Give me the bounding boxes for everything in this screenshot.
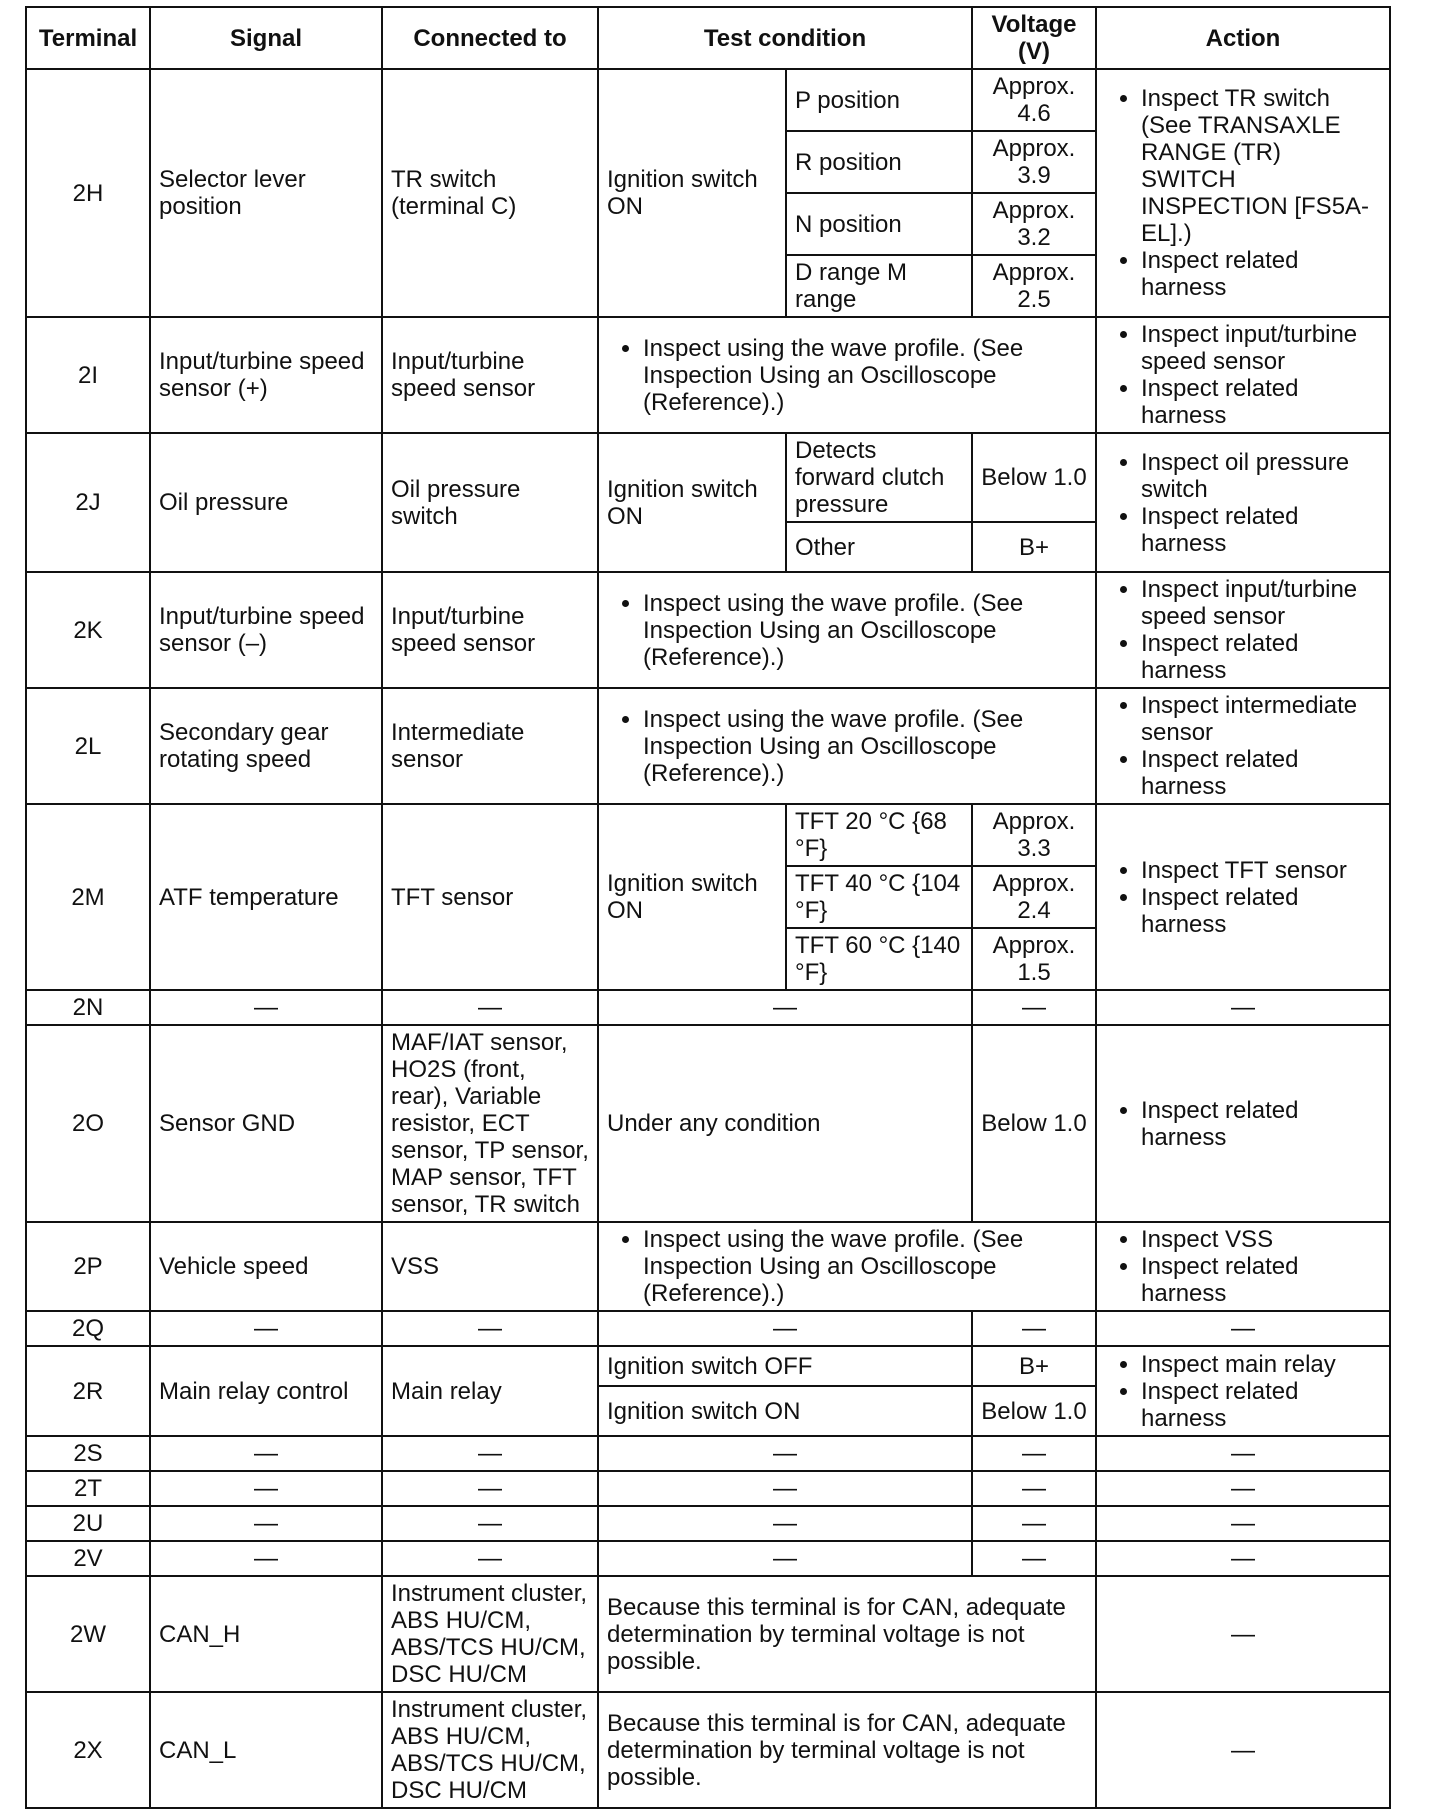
condition-item: • Inspect using the wave profile. (See Inspection Using an Oscilloscope (Reference).) <box>643 590 1087 671</box>
table-row <box>26 1222 1390 1311</box>
terminal-cell: 2N <box>26 990 150 1025</box>
signal-cell: Input/turbine speed sensor (+) <box>150 317 382 433</box>
dash-cell: — <box>598 1471 972 1506</box>
dash-cell: — <box>382 1311 598 1346</box>
connected-cell: Instrument cluster, ABS HU/CM, ABS/TCS HU/CM, DSC HU/CM <box>382 1576 598 1692</box>
dash-cell: — <box>598 1541 972 1576</box>
dash-cell: — <box>150 1541 382 1576</box>
voltage-cell: Below 1.0 <box>972 433 1096 522</box>
signal-cell: Oil pressure <box>150 433 382 572</box>
dash-cell: — <box>150 990 382 1025</box>
table-row <box>26 1311 1390 1346</box>
table-row <box>26 433 1390 522</box>
connected-cell: Instrument cluster, ABS HU/CM, ABS/TCS HU/CM, DSC HU/CM <box>382 1692 598 1808</box>
voltage-cell: B+ <box>972 522 1096 572</box>
terminal-cell: 2U <box>26 1506 150 1541</box>
terminal-cell: 2P <box>26 1222 150 1311</box>
table-row <box>26 1436 1390 1471</box>
terminal-cell: 2J <box>26 433 150 572</box>
voltage-cell: Approx. 1.5 <box>972 928 1096 990</box>
signal-cell: CAN_H <box>150 1576 382 1692</box>
header-signal: Signal <box>150 7 382 69</box>
dash-cell: — <box>1096 1436 1390 1471</box>
dash-cell: — <box>382 1436 598 1471</box>
dash-cell: — <box>598 1311 972 1346</box>
action-item: • Inspect related harness <box>1141 247 1381 301</box>
condition-cell: Because this terminal is for CAN, adequate determination by terminal voltage is not possible. <box>598 1692 1096 1808</box>
action-item: • Inspect oil pressure switch <box>1141 449 1381 503</box>
action-cell <box>1096 1346 1390 1436</box>
dash-cell: — <box>382 1471 598 1506</box>
condition-item: • Inspect using the wave profile. (See Inspection Using an Oscilloscope (Reference).) <box>643 706 1087 787</box>
action-cell <box>1096 1025 1390 1222</box>
dash-cell: — <box>150 1436 382 1471</box>
table-row <box>26 688 1390 804</box>
signal-cell: Selector lever position <box>150 69 382 317</box>
voltage-cell: Below 1.0 <box>972 1025 1096 1222</box>
dash-cell: — <box>598 990 972 1025</box>
connected-cell: Oil pressure switch <box>382 433 598 572</box>
header-terminal: Terminal <box>26 7 150 69</box>
table-row <box>26 1541 1390 1576</box>
dash-cell: — <box>1096 990 1390 1025</box>
sub-condition-cell: D range M range <box>786 255 972 317</box>
action-item: • Inspect TFT sensor <box>1141 857 1381 884</box>
table-row <box>26 1576 1390 1692</box>
terminal-cell: 2Q <box>26 1311 150 1346</box>
dash-cell: — <box>1096 1692 1390 1808</box>
action-item: • Inspect related harness <box>1141 884 1381 938</box>
table-row <box>26 1692 1390 1808</box>
dash-cell: — <box>972 990 1096 1025</box>
signal-cell: Vehicle speed <box>150 1222 382 1311</box>
sub-condition-cell: TFT 40 °C {104 °F} <box>786 866 972 928</box>
signal-cell: Secondary gear rotating speed <box>150 688 382 804</box>
dash-cell: — <box>1096 1576 1390 1692</box>
condition-item: • Inspect using the wave profile. (See Inspection Using an Oscilloscope (Reference).) <box>643 1226 1087 1307</box>
voltage-cell: B+ <box>972 1346 1096 1386</box>
action-item: • Inspect related harness <box>1141 503 1381 557</box>
action-cell <box>1096 317 1390 433</box>
dash-cell: — <box>1096 1506 1390 1541</box>
dash-cell: — <box>382 990 598 1025</box>
condition-cell: Under any condition <box>598 1025 972 1222</box>
voltage-cell: Approx. 4.6 <box>972 69 1096 131</box>
condition-cell <box>598 688 1096 804</box>
connected-cell: Intermediate sensor <box>382 688 598 804</box>
table-row <box>26 1025 1390 1222</box>
condition-cell <box>598 572 1096 688</box>
signal-cell: Input/turbine speed sensor (–) <box>150 572 382 688</box>
action-item: • Inspect VSS <box>1141 1226 1381 1253</box>
action-cell <box>1096 688 1390 804</box>
voltage-cell: Approx. 3.9 <box>972 131 1096 193</box>
dash-cell: — <box>1096 1471 1390 1506</box>
voltage-cell: Approx. 3.2 <box>972 193 1096 255</box>
terminal-voltage-table <box>25 6 1391 1809</box>
header-action: Action <box>1096 7 1390 69</box>
condition-cell: Ignition switch ON <box>598 804 786 990</box>
sub-condition-cell: TFT 20 °C {68 °F} <box>786 804 972 866</box>
header-test-condition: Test condition <box>598 7 972 69</box>
terminal-cell: 2I <box>26 317 150 433</box>
condition-cell: Ignition switch ON <box>598 433 786 572</box>
dash-cell: — <box>150 1506 382 1541</box>
signal-cell: Main relay control <box>150 1346 382 1436</box>
connected-cell: MAF/IAT sensor, HO2S (front, rear), Variable resistor, ECT sensor, TP sensor, MAP sensor, TFT sensor, TR switch <box>382 1025 598 1222</box>
terminal-cell: 2M <box>26 804 150 990</box>
condition-cell <box>598 317 1096 433</box>
table-row <box>26 990 1390 1025</box>
table-row <box>26 572 1390 688</box>
dash-cell: — <box>150 1311 382 1346</box>
action-item: • Inspect input/turbine speed sensor <box>1141 321 1381 375</box>
action-item: • Inspect TR switch (See TRANSAXLE RANGE (TR) SWITCH INSPECTION [FS5A-EL].) <box>1141 85 1381 247</box>
dash-cell: — <box>972 1471 1096 1506</box>
sub-condition-cell: Ignition switch OFF <box>598 1346 972 1386</box>
action-cell <box>1096 572 1390 688</box>
dash-cell: — <box>598 1436 972 1471</box>
condition-cell: Ignition switch ON <box>598 69 786 317</box>
connected-cell: TR switch (terminal C) <box>382 69 598 317</box>
terminal-cell: 2L <box>26 688 150 804</box>
dash-cell: — <box>972 1311 1096 1346</box>
terminal-cell: 2X <box>26 1692 150 1808</box>
connected-cell: Main relay <box>382 1346 598 1436</box>
table-row <box>26 1471 1390 1506</box>
dash-cell: — <box>972 1506 1096 1541</box>
terminal-cell: 2K <box>26 572 150 688</box>
condition-cell: Because this terminal is for CAN, adequate determination by terminal voltage is not possible. <box>598 1576 1096 1692</box>
action-item: • Inspect related harness <box>1141 746 1381 800</box>
action-item: • Inspect input/turbine speed sensor <box>1141 576 1381 630</box>
header-row <box>26 7 1390 69</box>
table-row <box>26 804 1390 866</box>
sub-condition-cell: P position <box>786 69 972 131</box>
header-voltage: Voltage (V) <box>972 7 1096 69</box>
dash-cell: — <box>382 1541 598 1576</box>
condition-item: • Inspect using the wave profile. (See Inspection Using an Oscilloscope (Reference).) <box>643 335 1087 416</box>
action-cell <box>1096 1222 1390 1311</box>
action-cell <box>1096 69 1390 317</box>
dash-cell: — <box>1096 1311 1390 1346</box>
dash-cell: — <box>598 1506 972 1541</box>
terminal-cell: 2H <box>26 69 150 317</box>
action-item: • Inspect related harness <box>1141 375 1381 429</box>
header-connected-to: Connected to <box>382 7 598 69</box>
voltage-cell: Approx. 3.3 <box>972 804 1096 866</box>
sub-condition-cell: N position <box>786 193 972 255</box>
terminal-cell: 2V <box>26 1541 150 1576</box>
dash-cell: — <box>382 1506 598 1541</box>
connected-cell: VSS <box>382 1222 598 1311</box>
action-item: • Inspect related harness <box>1141 630 1381 684</box>
sub-condition-cell: Detects forward clutch pressure <box>786 433 972 522</box>
terminal-cell: 2R <box>26 1346 150 1436</box>
table-row <box>26 69 1390 131</box>
action-item: • Inspect intermediate sensor <box>1141 692 1381 746</box>
connected-cell: Input/turbine speed sensor <box>382 317 598 433</box>
signal-cell: ATF temperature <box>150 804 382 990</box>
table-row <box>26 1506 1390 1541</box>
table-row <box>26 1346 1390 1386</box>
sub-condition-cell: R position <box>786 131 972 193</box>
connected-cell: Input/turbine speed sensor <box>382 572 598 688</box>
signal-cell: CAN_L <box>150 1692 382 1808</box>
terminal-cell: 2S <box>26 1436 150 1471</box>
sub-condition-cell: Other <box>786 522 972 572</box>
connected-cell: TFT sensor <box>382 804 598 990</box>
action-cell <box>1096 433 1390 572</box>
voltage-cell: Below 1.0 <box>972 1386 1096 1436</box>
voltage-cell: Approx. 2.5 <box>972 255 1096 317</box>
dash-cell: — <box>150 1471 382 1506</box>
sub-condition-cell: TFT 60 °C {140 °F} <box>786 928 972 990</box>
action-item: • Inspect related harness <box>1141 1378 1381 1432</box>
action-item: • Inspect main relay <box>1141 1351 1381 1378</box>
voltage-cell: Approx. 2.4 <box>972 866 1096 928</box>
terminal-cell: 2W <box>26 1576 150 1692</box>
terminal-cell: 2T <box>26 1471 150 1506</box>
table-row <box>26 317 1390 433</box>
signal-cell: Sensor GND <box>150 1025 382 1222</box>
action-item: • Inspect related harness <box>1141 1253 1381 1307</box>
sub-condition-cell: Ignition switch ON <box>598 1386 972 1436</box>
action-item: • Inspect related harness <box>1141 1097 1381 1151</box>
terminal-cell: 2O <box>26 1025 150 1222</box>
action-cell <box>1096 804 1390 990</box>
dash-cell: — <box>972 1541 1096 1576</box>
condition-cell <box>598 1222 1096 1311</box>
dash-cell: — <box>1096 1541 1390 1576</box>
dash-cell: — <box>972 1436 1096 1471</box>
